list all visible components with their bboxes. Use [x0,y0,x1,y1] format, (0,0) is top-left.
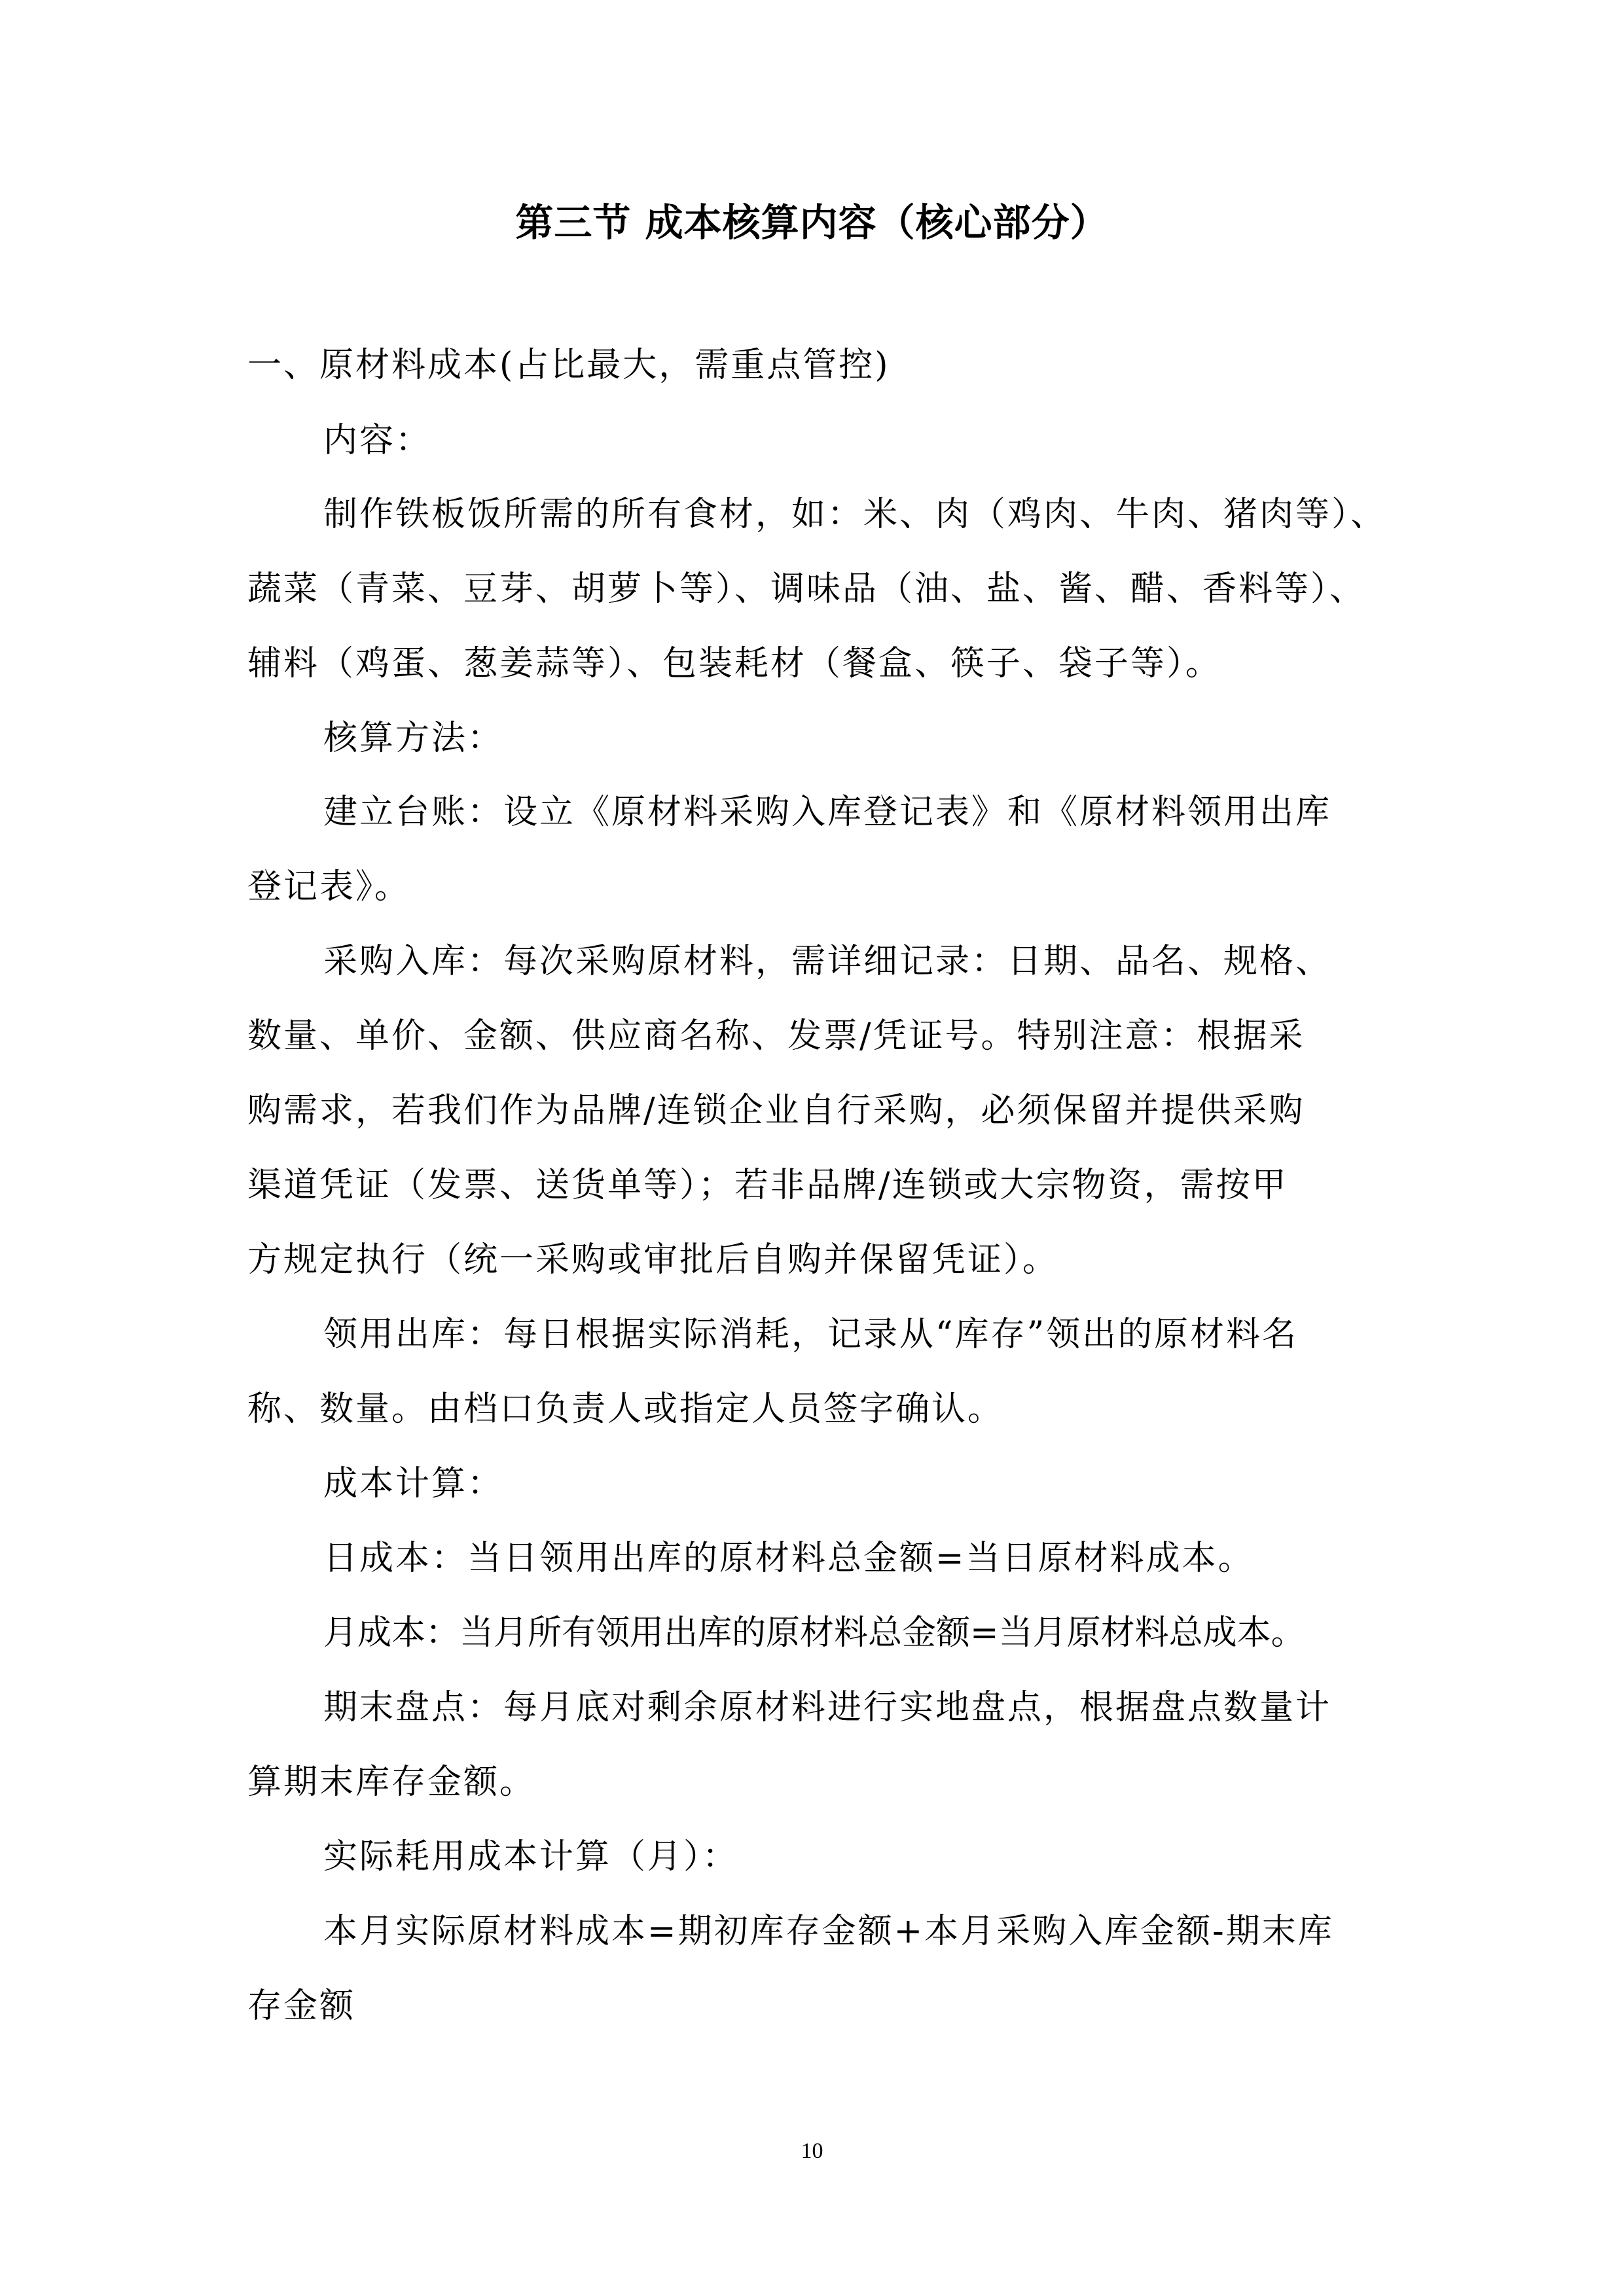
monthly-cost-line: 月成本：当月所有领用出库的原材料总金额=当月原材料总成本。 [323,1613,1305,1653]
subsection-heading: 一、原材料成本(占比最大，需重点管控) [247,346,890,385]
issue-line: 称、数量。由档口负责人或指定人员签字确认。 [247,1390,1004,1429]
content-label: 内容： [323,421,432,460]
formula-line: 存金额 [247,1986,356,2026]
section-title: 第三节 成本核算内容（核心部分） [515,200,1109,245]
purchase-line: 方规定执行（统一采购或审批后自购并保留凭证）。 [247,1240,1059,1280]
calc-label: 成本计算： [323,1464,504,1503]
formula-line: 本月实际原材料成本=期初库存金额+本月采购入库金额-期末库 [323,1912,1334,1951]
ledger-line: 登记表》。 [247,867,411,906]
content-line: 蔬菜（青菜、豆芽、胡萝卜等）、调味品（油、盐、酱、醋、香料等）、 [247,569,1366,609]
page-number: 10 [801,2139,823,2163]
purchase-line: 购需求，若我们作为品牌/连锁企业自行采购，必须保留并提供采购 [247,1091,1305,1130]
inventory-line: 期末盘点：每月底对剩余原材料进行实地盘点，根据盘点数量计 [323,1688,1332,1727]
content-line: 辅料（鸡蛋、葱姜蒜等）、包装耗材（餐盒、筷子、袋子等）。 [247,644,1222,683]
ledger-line: 建立台账：设立《原材料采购入库登记表》和《原材料领用出库 [323,793,1332,832]
purchase-line: 渠道凭证（发票、送货单等）；若非品牌/连锁或大宗物资，需按甲 [247,1166,1288,1205]
actual-cost-label: 实际耗用成本计算（月）： [323,1837,739,1876]
purchase-line: 数量、单价、金额、供应商名称、发票/凭证号。特别注意：根据采 [247,1016,1305,1056]
purchase-line: 采购入库：每次采购原材料，需详细记录：日期、品名、规格、 [323,942,1332,981]
method-label: 核算方法： [323,719,504,758]
content-line: 制作铁板饭所需的所有食材，如：米、肉（鸡肉、牛肉、猪肉等）、 [323,495,1387,534]
daily-cost-line: 日成本：当日领用出库的原材料总金额=当日原材料成本。 [323,1539,1254,1578]
issue-line: 领用出库：每日根据实际消耗，记录从“库存”领出的原材料名 [323,1315,1299,1354]
inventory-line: 算期末库存金额。 [247,1763,536,1802]
